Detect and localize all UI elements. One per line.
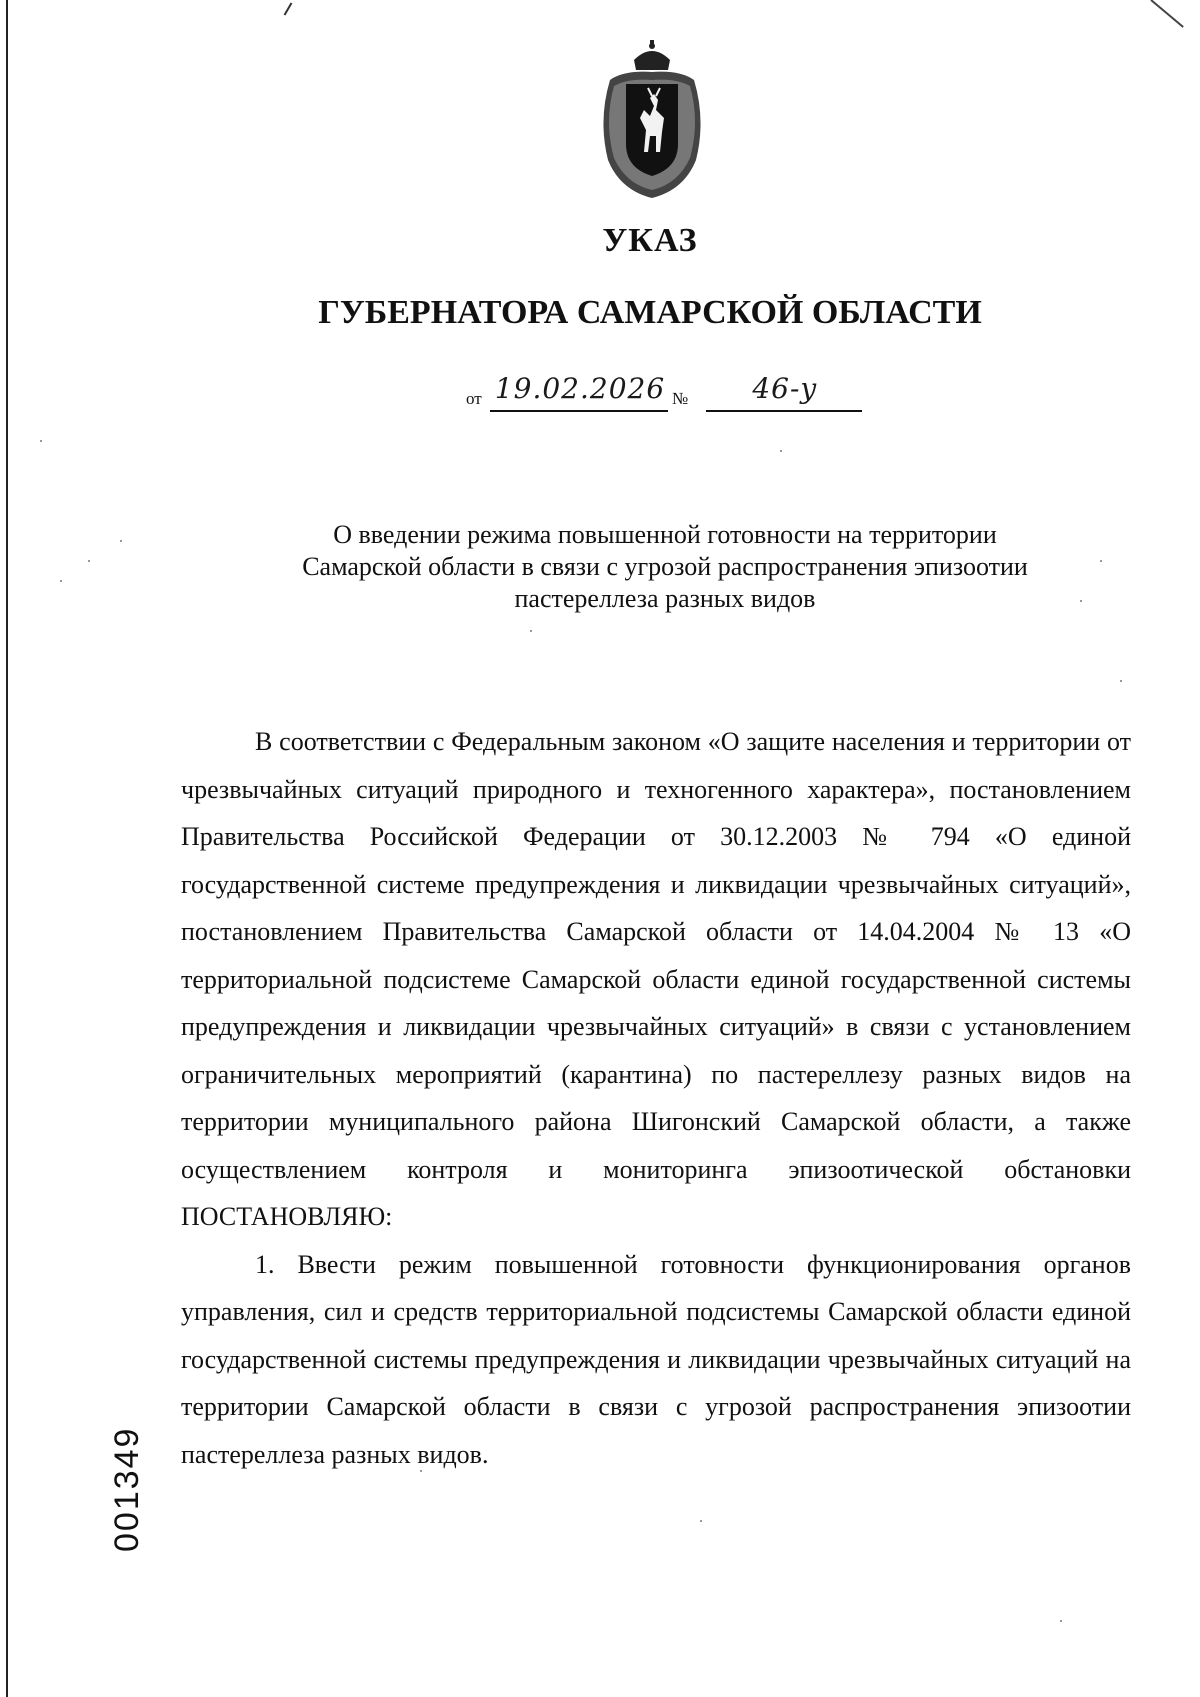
coat-of-arms-icon	[590, 40, 714, 200]
scan-speckle	[40, 440, 42, 442]
subject-line: пастереллеза разных видов	[514, 584, 816, 613]
decree-subject	[270, 519, 1060, 615]
clause-paragraph: 1. Ввести режим повышенной готовности функционирования органов управления, сил и средств территориальной подсистемы Самарской области единой государственной системы предупреждения и ликвидации чрезвычайных ситуаций на территории Самарской области в связи с угрозой распространения эпизоотии пастереллеза разных видов.	[181, 1249, 1131, 1469]
number-prefix: №	[672, 389, 689, 408]
scan-speckle	[1080, 600, 1082, 602]
decree-body	[181, 718, 1131, 1478]
scan-speckle	[530, 630, 532, 632]
scan-speckle	[60, 580, 62, 582]
scan-speckle	[88, 560, 90, 562]
date-prefix: от	[466, 389, 482, 408]
scan-artifact	[1150, 0, 1183, 28]
handwritten-number: 46-у	[752, 372, 818, 405]
scan-speckle	[700, 1520, 702, 1522]
subject-line: О введении режима повышенной готовности на территории	[333, 520, 997, 549]
scan-speckle	[420, 1470, 422, 1472]
scan-speckle	[1120, 680, 1122, 682]
scan-speckle	[120, 540, 122, 542]
scan-speckle	[1100, 560, 1102, 562]
registration-number: 001349	[108, 1426, 146, 1552]
scan-speckle	[780, 450, 782, 452]
number-underline	[706, 410, 862, 412]
preamble-paragraph: В соответствии с Федеральным законом «О защите населения и территории от чрезвычайных ситуаций природного и техногенного характера», постановлением Правительства Российской Федерации от 30.12.2003 № 794 «О единой государственной системе предупреждения и ликвидации чрезвычайных ситуаций», постановлением Правительства Самарской области от 14.04.2004 № 13 «О территориальной подсистеме Самарской области единой государственной системы предупреждения и ликвидации чрезвычайных ситуаций» в связи с установлением ограничительных мероприятий (карантина) по пастереллезу разных видов на территории муниципального района Шигонский Самарской области, а также осуществлением контроля и мониторинга эпизоотической обстановки ПОСТАНОВЛЯЮ:	[181, 727, 1131, 1231]
date-number-line	[466, 372, 866, 412]
date-underline	[490, 410, 668, 412]
decree-title: УКАЗ	[602, 222, 698, 259]
scan-speckle	[1060, 1620, 1062, 1622]
scan-artifact	[284, 2, 293, 15]
subject-line: Самарской области в связи с угрозой распространения эпизоотии	[302, 552, 1028, 581]
handwritten-date: 19.02.2026	[494, 372, 666, 405]
issuer-title: ГУБЕРНАТОРА САМАРСКОЙ ОБЛАСТИ	[318, 294, 982, 331]
